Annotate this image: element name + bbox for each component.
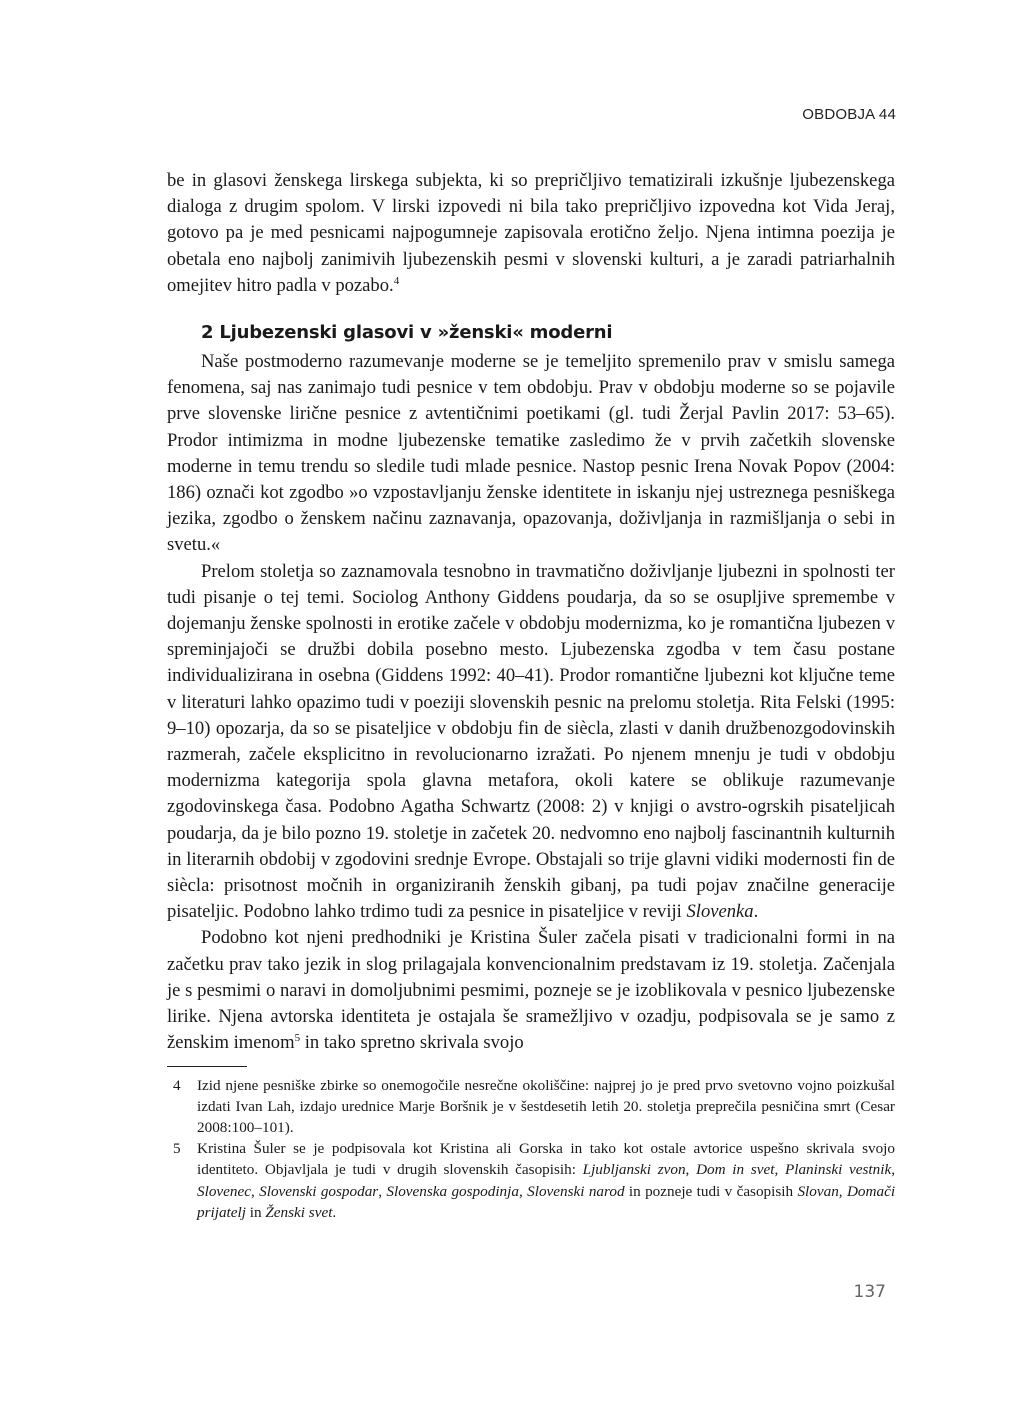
separator: , bbox=[518, 1182, 528, 1200]
paragraph-text: be in glasovi ženskega lirskega subjekta, ki so prepričljivo tematizirali izkušnje ljubezenskega dialoga z drugim spolom. V lirski izpovedi ni bila tako prepričljivo izpovedna kot Vida Jeraj, gotovo pa je med pesnicami najpogumneje zapisovala erotično željo. Njena intimna poezija je obetala eno najbolj zanimivih ljubezenskih pesmi v slovenski kulturi, a je zaradi patriarhalnih omejitev hitro padla v pozabo. bbox=[167, 170, 895, 296]
footnote-text: Izid njene pesniške zbirke so onemogočile nesrečne okoliščine: najprej jo je pred prvo svetovno vojno poizkušal izdati Ivan Lah, izdajo urednice Marje Boršnik je v šestdesetih letih 20. stoletja preprečila pesničina smrt (Cesar 2008:100–101). bbox=[197, 1076, 895, 1136]
footnote-separator bbox=[167, 1066, 247, 1067]
footnotes bbox=[167, 1075, 895, 1223]
section-heading: 2 Ljubezenski glasovi v »ženski« moderni bbox=[201, 322, 613, 344]
paragraph-text: Podobno kot njeni predhodniki je Kristina Šuler začela pisati v tradicionalni formi in na začetku prav tako jezik in slog prilagajala konvencionalnim predstavam iz 19. stoletja. Začenjala je s pesmimi o naravi in domoljubnimi pesmimi, pozneje se je izoblikovala v pesnico ljubezenske lirike. Njena avtorska identiteta je ostajala še sramežljivo v ozadju, podpisovala se je samo z ženskim imenom bbox=[167, 927, 895, 1054]
footnote-number: 5 bbox=[173, 1140, 181, 1158]
periodical-title: Slovenski narod bbox=[527, 1182, 625, 1200]
punctuation: . bbox=[753, 901, 759, 923]
footnote-5 bbox=[167, 1138, 895, 1223]
periodical-title: Slovenska gospodinja bbox=[386, 1182, 519, 1200]
periodical-title: Slovenec bbox=[197, 1182, 251, 1200]
footnote-text-part: Kristina Šuler se je podpisovala kot Kristina ali Gorska in tako kot ostale avtorice uspešno skrivala svojo identiteto. Objavljala je tudi v drugih slovenskih časopisih: bbox=[197, 1140, 895, 1179]
paragraph: Naše postmoderno razumevanje moderne se je temeljito spremenilo prav v smislu samega fenomena, saj nas zanimajo tudi pesnice v tem obdobju. Prav v obdobju moderne so se pojavile prve slovenske lirične pesnice z avtentičnimi poetikami (gl. tudi Žerjal Pavlin 2017: 53–65). Prodor intimizma in modne ljubezenske tematike zasledimo že v prvih začetkih slovenske moderne in temu trendu so sledile tudi mlade pesnice. Nastop pesnic Irena Novak Popov (2004: 186) označi kot zgodbo »o vzpostavljanju ženske identitete in iskanju njej ustreznega pesniškega jezika, zgodbo o ženskem načinu zaznavanja, opazovanja, doživljanja in razmišljanja o sebi in svetu.« bbox=[167, 351, 895, 556]
page-number: 137 bbox=[853, 1282, 886, 1302]
separator: , bbox=[378, 1182, 387, 1200]
running-head: OBDOBJA 44 bbox=[802, 106, 896, 123]
paragraph-text: in tako spretno skrivala svojo bbox=[300, 1032, 524, 1054]
periodical-title: Slovenski gospodar bbox=[259, 1182, 379, 1200]
separator: in bbox=[245, 1203, 266, 1221]
footnote-text bbox=[197, 1138, 895, 1223]
separator: , bbox=[891, 1161, 895, 1179]
periodical-title: Slovan bbox=[797, 1182, 839, 1200]
paragraph bbox=[167, 925, 895, 1056]
separator: , bbox=[685, 1161, 697, 1179]
footnote-4 bbox=[167, 1075, 895, 1139]
separator: , bbox=[250, 1182, 260, 1200]
periodical-title: Ljubljanski zvon bbox=[582, 1161, 686, 1179]
journal-title: Slovenka bbox=[686, 901, 754, 923]
separator: , bbox=[838, 1182, 847, 1200]
separator: . bbox=[332, 1203, 337, 1221]
footnote-ref-4[interactable]: 4 bbox=[393, 274, 400, 287]
paragraph bbox=[167, 559, 895, 926]
separator: , bbox=[774, 1161, 785, 1179]
paragraph-continuation bbox=[167, 168, 895, 299]
separator: in pozneje tudi v časopisih bbox=[624, 1182, 798, 1200]
footnote-number: 4 bbox=[173, 1076, 181, 1094]
main-text bbox=[167, 168, 895, 1223]
footnote-ref-5[interactable]: 5 bbox=[294, 1032, 301, 1045]
paragraph-text: Prelom stoletja so zaznamovala tesnobno in travmatično doživljanje ljubezni in spolnosti ter tudi pisanje o tej temi. Sociolog Anthony Giddens poudarja, da so se osupljive spremembe v dojemanju ženske spolnosti in erotike začele v obdobju modernizma, ko je romantična ljubezen v spreminjajoči se družbi dobila posebno mesto. Ljubezenska zgodba v tem času postane individualizirana in osebna (Giddens 1992: 40–41). Prodor romantične ljubezni kot ključne teme v literaturi lahko opazimo tudi v poeziji slovenskih pesnic na prelomu stoletja. Rita Felski (1995: 9–10) opozarja, da so se pisateljice v obdobju fin de siècla, zlasti v danih družbenozgodovinskih razmerah, začele eksplicitno in revolucionarno izražati. Po njenem mnenju je tudi v obdobju modernizma kategorija spola glavna metafora, okoli katere se oblikuje razumevanje zgodovinskega časa. Podobno Agatha Schwartz (2008: 2) v knjigi o avstro-ogrskih pisateljicah poudarja, da je bilo pozno 19. stoletje in začetek 20. nedvomno eno najbolj fascinantnih kulturnih in literarnih obdobij v zgodovini srednje Evrope. Obstajali so trije glavni vidiki modernosti fin de siècla: prisotnost močnih in organiziranih ženskih gibanj, pa tudi pojav značilne generacije pisateljic. Podobno lahko trdimo tudi za pesnice in pisateljice v reviji bbox=[167, 560, 895, 923]
periodical-title: Domači prijatelj bbox=[197, 1182, 896, 1221]
periodical-title: Planinski vestnik bbox=[784, 1161, 892, 1179]
periodical-title: Ženski svet bbox=[265, 1203, 333, 1221]
periodical-title: Dom in svet bbox=[696, 1161, 775, 1179]
